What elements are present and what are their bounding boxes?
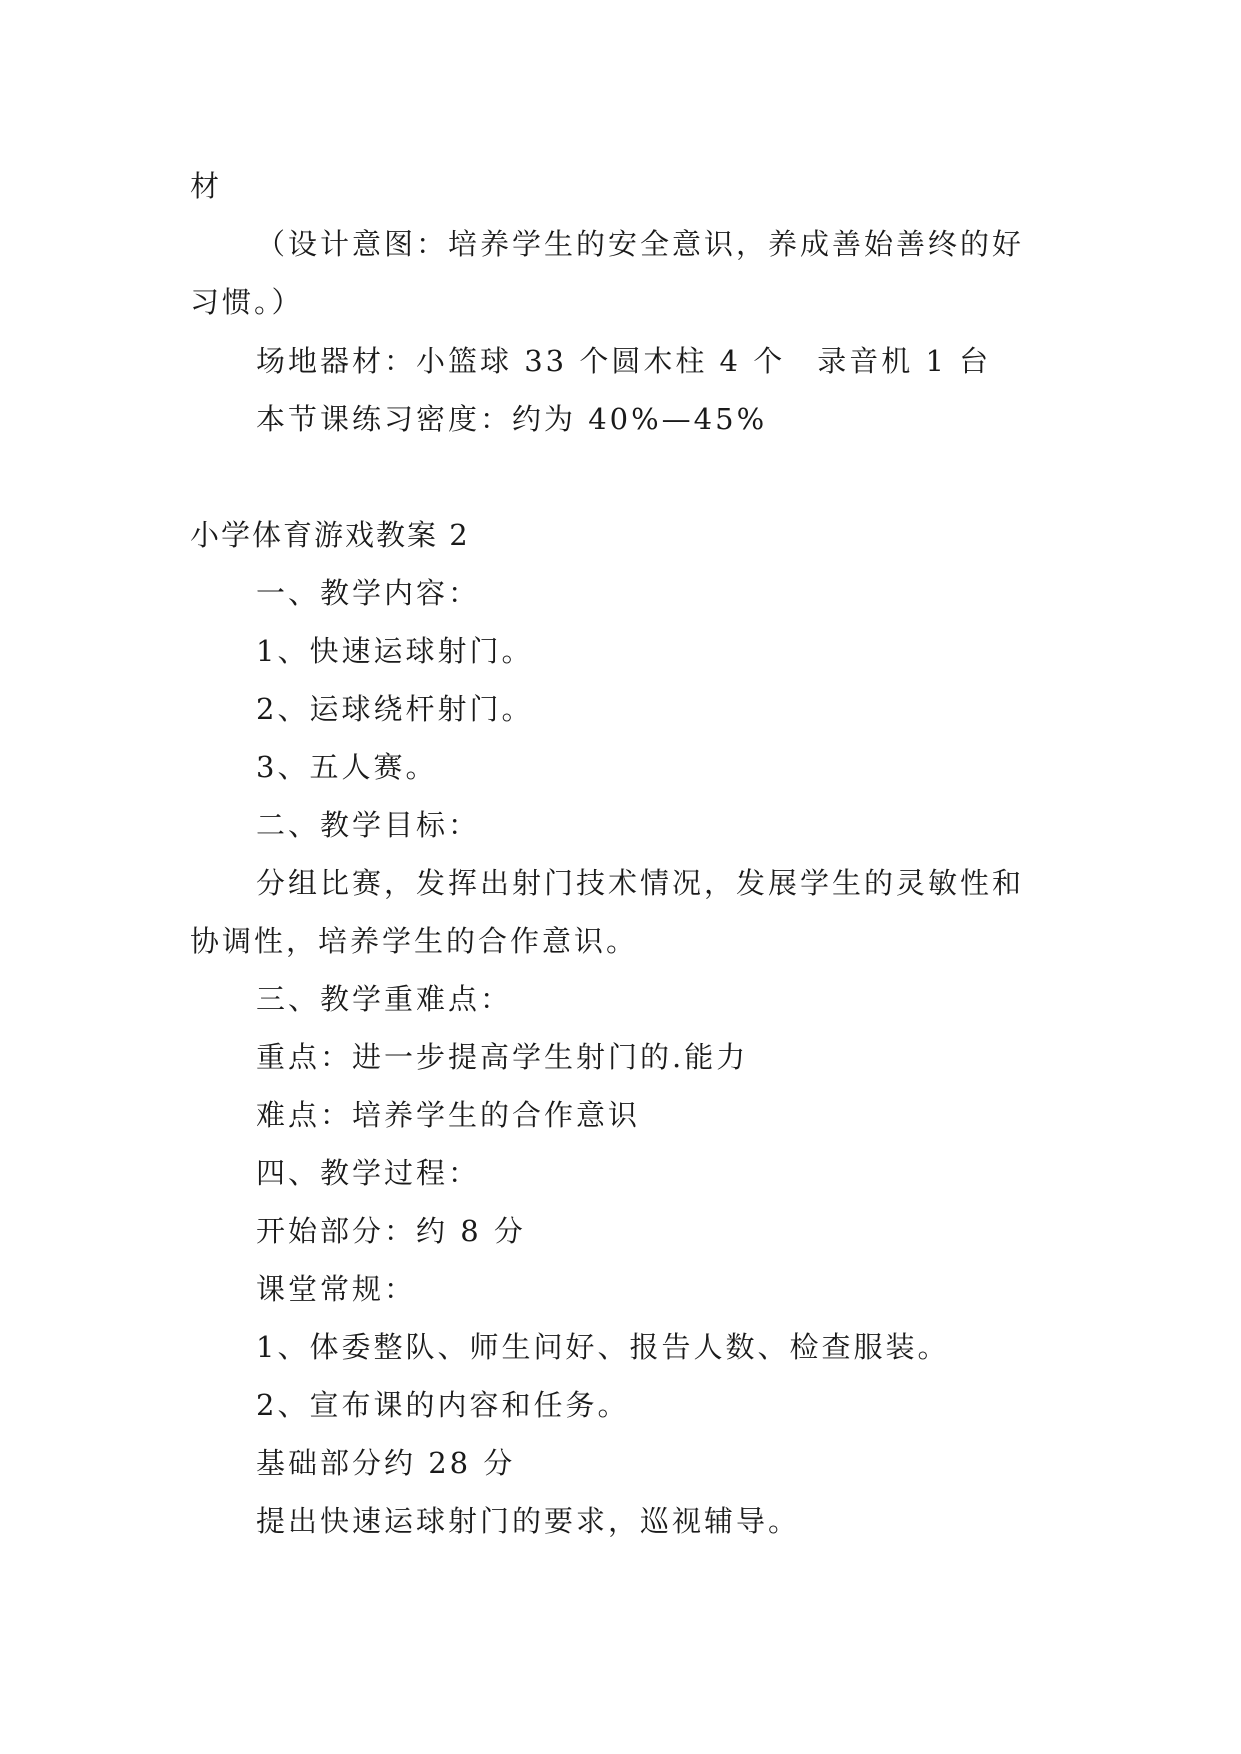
text-line: 二、教学目标：	[256, 808, 481, 842]
text-line: 四、教学过程：	[256, 1156, 481, 1190]
text-line: 开始部分：约 8 分	[256, 1214, 526, 1248]
text-line: 本节课练习密度：约为 40%—45%	[256, 402, 768, 436]
text-line: 2、运球绕杆射门。	[256, 692, 534, 726]
text-line: 材	[190, 169, 223, 203]
text-line: 三、教学重难点：	[256, 982, 513, 1016]
text-line: 场地器材：小篮球 33 个圆木柱 4 个 录音机 1 台	[256, 344, 992, 378]
text-line: 3、五人赛。	[256, 750, 438, 784]
text-line: 协调性，培养学生的合作意识。	[190, 924, 639, 958]
text-line: 基础部分约 28 分	[256, 1446, 516, 1480]
text-line: 2、宣布课的内容和任务。	[256, 1388, 630, 1422]
section-title: 小学体育游戏教案 2	[190, 518, 470, 552]
text-line: 难点：培养学生的合作意识	[256, 1098, 641, 1132]
text-line: （设计意图：培养学生的安全意识，养成善始善终的好	[256, 227, 1025, 261]
text-line: 1、体委整队、师生问好、报告人数、检查服装。	[256, 1330, 950, 1364]
text-line: 提出快速运球射门的要求，巡视辅导。	[256, 1504, 801, 1538]
text-line: 课堂常规：	[256, 1272, 417, 1306]
text-line: 习惯。）	[190, 285, 304, 319]
text-line: 分组比赛，发挥出射门技术情况，发展学生的灵敏性和	[256, 866, 1025, 900]
text-line: 1、快速运球射门。	[256, 634, 534, 668]
text-line: 一、教学内容：	[256, 576, 481, 610]
text-line: 重点：进一步提高学生射门的.能力	[256, 1040, 749, 1074]
